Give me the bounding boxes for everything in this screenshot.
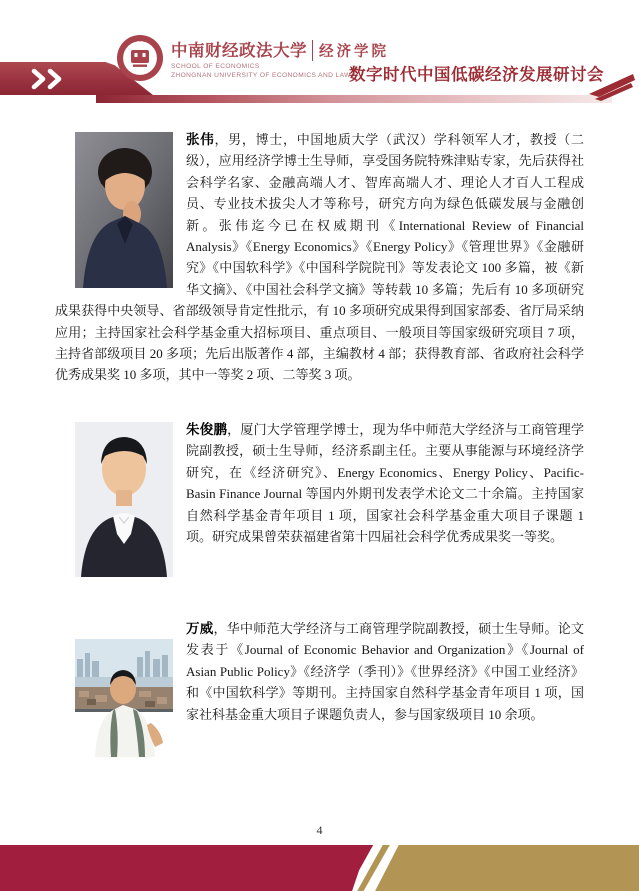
wanwei-outdoor-photo (75, 621, 173, 757)
double-chevron-icon (30, 68, 76, 90)
speaker-name: 张伟 (186, 132, 215, 147)
speaker-name: 朱俊鹏 (186, 421, 228, 437)
school-name-en: SCHOOL OF ECONOMICS (171, 63, 260, 70)
speaker-bio-body: ，男，博士，中国地质大学（武汉）学科领军人才，教授（二级），应用经济学博士生导师，享受国务院特殊津贴专家，先后获得社会科学名家、金融高端人才、智库高端人才、理论人才百人工程成员、专业技术拔尖人才等称号，研究方向为绿色低碳发展与金融创新。张伟迄今已在权威期刊《International Review of Financial Analysis》《Energy Economics》《Energy Policy》《管理世界》《金融研究》《中国软科学》《中国科学院院刊》等发表论文 100 多篇，被《新华文摘》、《中国社会科学文摘》等转载 10 多篇；先后有 10 多项研究成果获得中央领导、省部级领导肯定性批示，有 10 多项研究成果得到国家部委、省厅局采纳应用；主持国家社会科学基金重大招标项目、重点项目、一般项目等国家级研究项目 7 项，主持省部级项目 20 多项；先后出版著作 4 部，主编教材 4 部；获得教育部、省政府社会科学优秀成果奖 10 多项，其中一等奖 2 项、二等奖 3 项。 (55, 132, 584, 383)
pen-nib-flourish-icon (589, 72, 637, 104)
speaker-name: 万威 (186, 620, 214, 636)
speaker-bio-body: ，厦门大学管理学博士，现为华中师范大学经济与工商管理学院副教授，硕士生导师，经济系副主任。主要从事能源与环境经济学研究，在《经济研究》、Energy Economics、Energy Policy、Pacific-Basin Finance Journal 等国内外期刊发表学术论文二十余篇。主持国家自然科学基金青年项目 1 项，国家社会科学基金重大项目子课题 1 项。研究成果曾荣获福建省第十四届社会科学优秀成果奖一等奖。 (186, 421, 584, 544)
header-gradient-rule (96, 95, 612, 103)
speaker-section-zhangwei (55, 129, 584, 386)
university-seal-icon (116, 34, 164, 82)
logo-chinese-name (171, 37, 391, 61)
speaker-bios (55, 129, 584, 761)
page-number: 4 (316, 823, 323, 837)
department-name-cn: 经济学院 (312, 40, 389, 61)
zhangwei-portrait-photo (75, 132, 173, 288)
speaker-bio-body: ，华中师范大学经济与工商管理学院副教授，硕士生导师。论文发表于《Journal of Economic Behavior and Organization》《Journal of Asian Public Policy》《经济学（季刊）》《世界经济》《中国工业经济》和《中国软科学》等期刊。主持国家自然科学基金青年项目 1 项，国家社科基金重大项目子课题负责人，参与国家级项目 10 余项。 (186, 620, 584, 722)
conference-title: 数字时代中国低碳经济发展研讨会 (349, 65, 604, 84)
speaker-section-wanwei (55, 618, 584, 761)
university-name-cn: 中南财经政法大学 (171, 41, 307, 60)
university-name-en: ZHONGNAN UNIVERSITY OF ECONOMICS AND LAW (171, 71, 351, 79)
zhujunpeng-portrait-photo (75, 422, 173, 577)
footer-decoration-bar (0, 845, 639, 891)
speaker-section-zhujunpeng (55, 419, 584, 581)
